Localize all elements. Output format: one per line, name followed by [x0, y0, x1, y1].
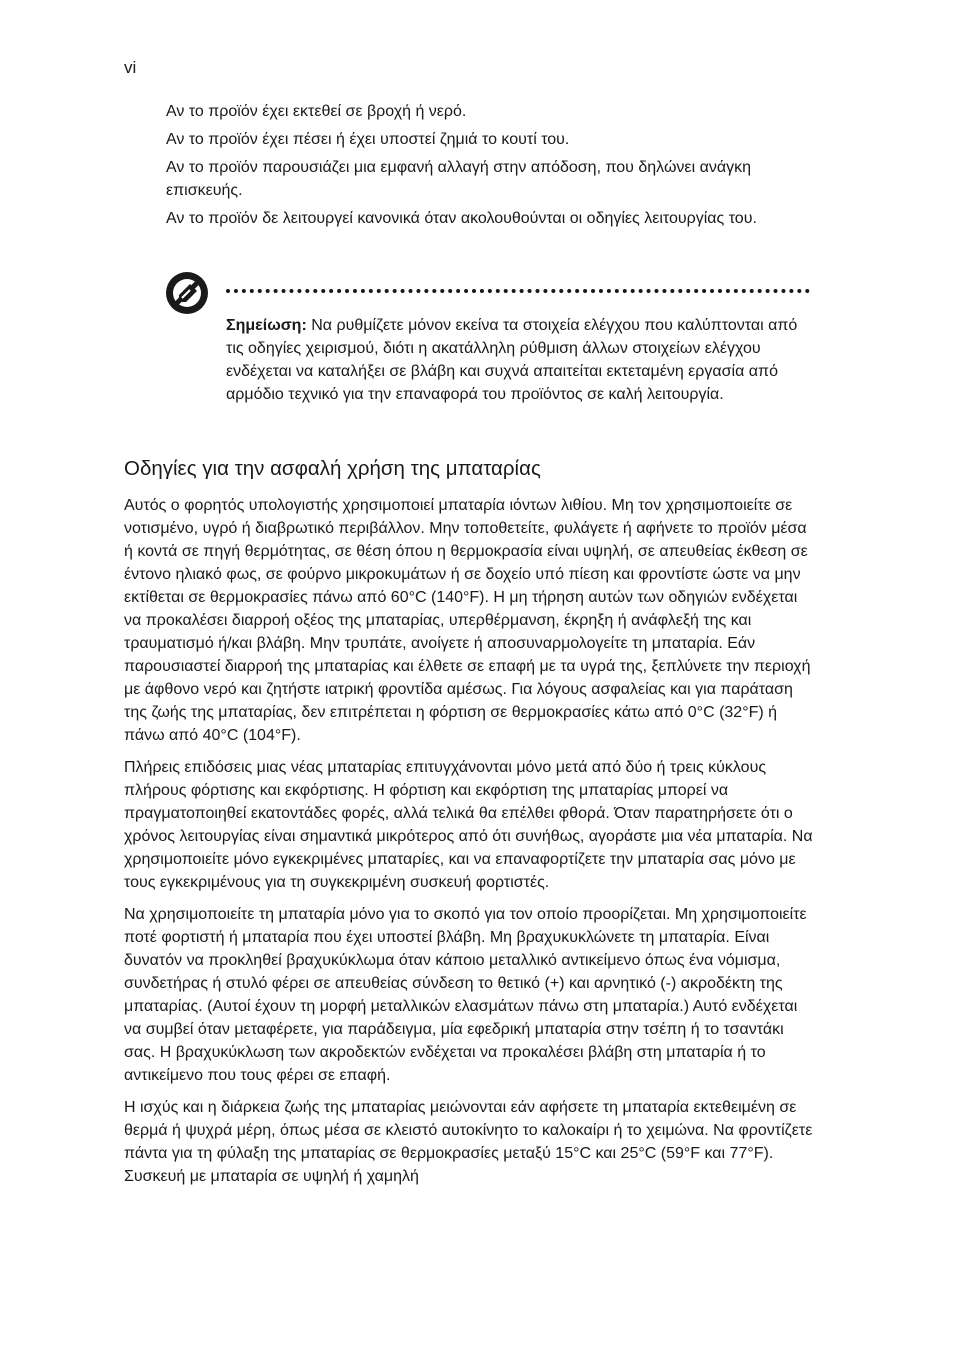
- section-title: Οδηγίες για την ασφαλή χρήση της μπαταρίας: [124, 457, 541, 480]
- paragraph: Να χρησιμοποιείτε τη μπαταρία μόνο για το σκοπό για τον οποίο προορίζεται. Μη χρησιμοποιείτε ποτέ φορτιστή ή μπαταρία που έχει υποστεί βλάβη. Μη βραχυκυκλώνετε τη μπαταρία. Είναι δυνατόν να προκληθεί βραχυκύκλωμα όταν κάποιο μεταλλικό αντικείμενο όπως ένα νόμισμα, συνδετήρας ή στυλό φέρει σε απευθείας σύνδεση το θετικό (+) και αρνητικό (-) ακροδέκτη της μπαταρίας. (Αυτοί έχουν τη μορφή μεταλλικών ελασμάτων πάνω στη μπαταρία.) Αυτό ενδέχεται να συμβεί όταν μεταφέρετε, για παράδειγμα, μία εφεδρική μπαταρία στην τσέπη ή το τσαντάκι σας. Η βραχυκύκλωση των ακροδεκτών ενδέχεται να προκαλέσει βλάβη στη μπαταρία ή το αντικείμενο που τους φέρει σε επαφή.: [124, 906, 807, 1084]
- page-number: vi: [124, 58, 137, 77]
- list-item: Αν το προϊόν παρουσιάζει μια εμφανή αλλαγή στην απόδοση, που δηλώνει ανάγκη επισκευής.: [166, 159, 751, 199]
- note-label: Σημείωση:: [226, 317, 307, 334]
- note-divider: [226, 289, 810, 293]
- paragraph: Η ισχύς και η διάρκεια ζωής της μπαταρίας μειώνονται εάν αφήσετε τη μπαταρία εκτεθειμένη σε θερμά ή ψυχρά μέρη, όπως μέσα σε κλειστό αυτοκίνητο το καλοκαίρι ή το χειμώνα. Να φροντίζετε πάντα για τη φύλαξη της μπαταρίας σε θερμοκρασίες μεταξύ 15°C και 25°C (59°F και 77°F). Συσκευή με μπαταρία σε υψηλή ή χαμηλή: [124, 1099, 813, 1185]
- list-item: Αν το προϊόν έχει πέσει ή έχει υποστεί ζημιά το κουτί του.: [166, 131, 570, 148]
- list-item: Αν το προϊόν έχει εκτεθεί σε βροχή ή νερό.: [166, 103, 467, 120]
- paragraph: Αυτός ο φορητός υπολογιστής χρησιμοποιεί μπαταρία ιόντων λιθίου. Μη τον χρησιμοποιείτε σε νοτισμένο, υγρό ή διαβρωτικό περιβάλλον. Μην τοποθετείτε, φυλάγετε ή αφήνετε το προϊόν μέσα ή κοντά σε πηγή θερμότητας, σε θέση όπου η θερμοκρασία είναι υψηλή, σε απευθείας έκθεση σε έντονο ηλιακό φως, σε φούρνο μικροκυμάτων ή σε δοχείο υπό πίεση και φροντίστε ώστε να μην εκτίθεται σε θερμοκρασίες πάνω από 60°C (140°F). Η μη τήρηση αυτών των οδηγιών ενδέχεται να προκαλέσει διαρροή οξέος της μπαταρίας, υπερθέρμανση, έκρηξη ή ανάφλεξή της και τραυματισμό ή/και βλάβη. Μην τρυπάτε, ανοίγετε ή αποσυναρμολογείτε τη μπαταρία. Εάν παρουσιαστεί διαρροή της μπαταρίας και έλθετε σε επαφή με τα υγρά της, ξεπλύνετε την περιοχή με άφθονο νερό και ζητήστε ιατρική φροντίδα αμέσως. Για λόγους ασφαλείας και για παράταση της ζωής της μπαταρίας, δεν επιτρέπεται η φόρτιση σε θερμοκρασίες κάτω από 0°C (32°F) ή πάνω από 40°C (104°F).: [124, 497, 811, 744]
- section-body: [124, 494, 814, 1197]
- list-item: Αν το προϊόν δε λειτουργεί κανονικά όταν ακολουθούνται οι οδηγίες λειτουργίας του.: [166, 210, 757, 227]
- paragraph: Πλήρεις επιδόσεις μιας νέας μπαταρίας επιτυγχάνονται μόνο μετά από δύο ή τρεις κύκλους πλήρους φόρτισης και εκφόρτισης. Η φόρτιση και εκφόρτιση της μπαταρίας μπορεί να πραγματοποιηθεί εκατοντάδες φορές, αλλά τελικά θα επέλθει φθορά. Όταν παρατηρήσετε ότι ο χρόνος λειτουργίας είναι σημαντικά μικρότερος από ότι συνήθως, αγοράστε μια νέα μπαταρία. Να χρησιμοποιείτε μόνο εγκεκριμένες μπαταρίες, και να επαναφορτίζετε την μπαταρία σας μόνο με τους εγκεκριμένους για τη συγκεκριμένη συσκευή φορτιστές.: [124, 759, 813, 891]
- note: [226, 314, 806, 406]
- pen-note-icon: [164, 270, 210, 316]
- note-body: Να ρυθμίζετε μόνον εκείνα τα στοιχεία ελέγχου που καλύπτονται από τις οδηγίες χειρισμού, διότι η ακατάλληλη ρύθμιση άλλων στοιχείων ελέγχου ενδέχεται να καταλήξει σε βλάβη και συχνά απαιτείται εκτεταμένη εργασία από αρμόδιο τεχνικό για την επαναφορά του προϊόντος σε καλή λειτουργία.: [226, 317, 798, 403]
- bullet-list: [166, 100, 816, 235]
